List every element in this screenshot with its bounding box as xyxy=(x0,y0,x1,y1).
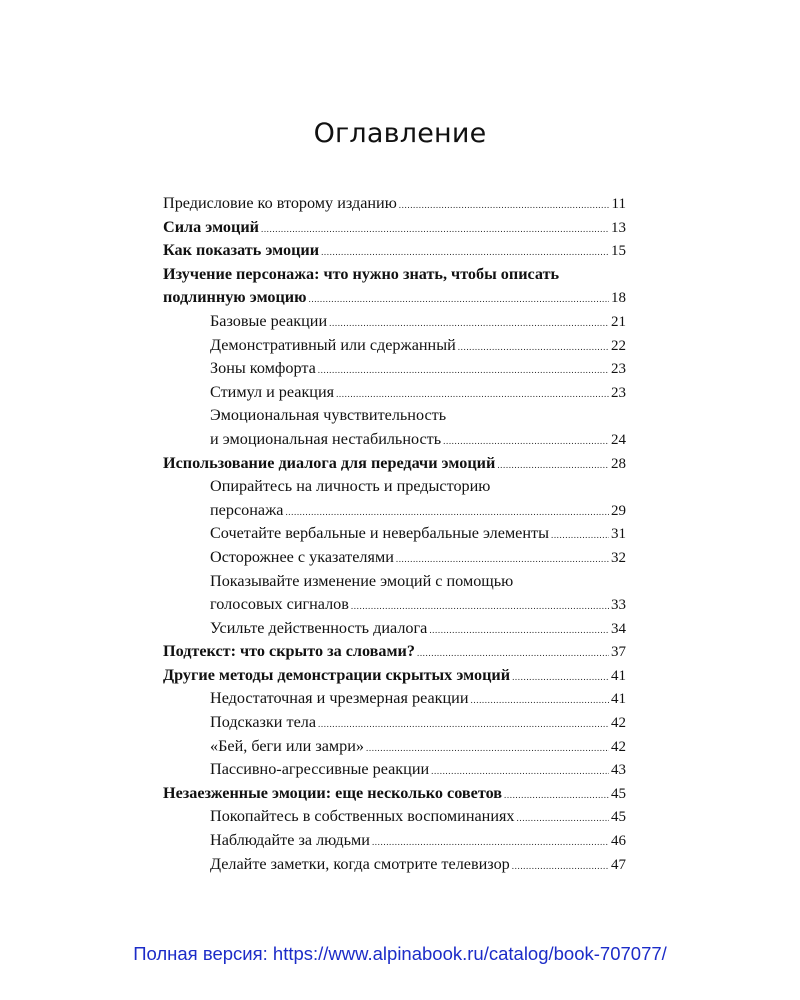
toc-entry[interactable] xyxy=(163,619,626,643)
toc-entry-page-number: 45 xyxy=(611,785,626,802)
toc-entry-page-number: 21 xyxy=(611,313,626,330)
dot-leader xyxy=(517,813,609,823)
dot-leader xyxy=(471,695,609,705)
toc-entry-page-number: 24 xyxy=(611,431,626,448)
toc-entry-page-number: 13 xyxy=(611,219,626,236)
toc-entry-title: Изучение персонажа: что нужно знать, чтобы описать xyxy=(163,264,560,283)
toc-entry-title: Делайте заметки, когда смотрите телевизор xyxy=(210,854,510,873)
toc-entry[interactable] xyxy=(163,807,626,831)
toc-entry[interactable] xyxy=(163,218,626,242)
toc-entry-title: персонажа xyxy=(210,500,284,519)
toc-entry[interactable] xyxy=(163,666,626,690)
toc-entry[interactable] xyxy=(163,336,626,360)
toc-entry-page-number: 22 xyxy=(611,337,626,354)
dot-leader xyxy=(399,200,610,210)
toc-entry[interactable] xyxy=(163,194,626,218)
toc-entry[interactable] xyxy=(163,595,626,619)
toc-entry-title: голосовых сигналов xyxy=(210,595,349,614)
toc-entry-page-number: 33 xyxy=(611,597,626,614)
toc-entry[interactable] xyxy=(163,855,626,879)
toc-entry-page-number: 28 xyxy=(611,455,626,472)
toc-entry-title: Демонстративный или сдержанный xyxy=(210,335,456,354)
toc-entry-page-number: 37 xyxy=(611,644,626,661)
dot-leader xyxy=(329,318,609,328)
toc-entry-title: Незаезженные эмоции: еще несколько советов xyxy=(163,783,503,802)
toc-entry-page-number: 11 xyxy=(611,196,626,212)
toc-entry-page-number: 47 xyxy=(611,856,626,873)
toc-entry-page-number: 23 xyxy=(611,384,626,401)
dot-leader xyxy=(366,743,609,753)
toc-entry-title: Стимул и реакция xyxy=(210,382,335,401)
toc-entry[interactable] xyxy=(163,501,626,525)
toc-entry[interactable] xyxy=(163,288,626,312)
toc-entry[interactable] xyxy=(163,406,626,430)
toc-entry-title: Осторожнее с указателями xyxy=(210,547,394,566)
toc-entry[interactable] xyxy=(163,430,626,454)
page-title: Оглавление xyxy=(313,118,487,149)
dot-leader xyxy=(458,342,609,352)
toc-entry-title: Усильте действенность диалога xyxy=(210,618,428,637)
toc-entry[interactable] xyxy=(163,760,626,784)
toc-entry[interactable] xyxy=(163,548,626,572)
toc-entry-title: подлинную эмоцию xyxy=(163,288,307,307)
toc-entry[interactable] xyxy=(163,241,626,265)
toc-entry-page-number: 15 xyxy=(611,243,626,260)
toc-entry-title: Как показать эмоции xyxy=(163,241,320,260)
toc-entry-title: Показывайте изменение эмоций с помощью xyxy=(210,571,514,590)
toc-entry[interactable] xyxy=(163,524,626,548)
toc-entry[interactable] xyxy=(163,642,626,666)
dot-leader xyxy=(431,766,609,776)
toc-entry-page-number: 42 xyxy=(611,738,626,755)
toc-entry-page-number: 41 xyxy=(611,691,626,708)
dot-leader xyxy=(372,837,609,847)
table-of-contents xyxy=(163,194,626,878)
toc-entry-page-number: 45 xyxy=(611,809,626,826)
toc-entry[interactable] xyxy=(163,477,626,501)
toc-entry-title: и эмоциональная нестабильность xyxy=(210,429,442,448)
toc-entry-title: Предисловие ко второму изданию xyxy=(163,194,397,212)
dot-leader xyxy=(429,625,609,635)
toc-entry-title: Сила эмоций xyxy=(163,217,259,236)
toc-entry-title: Другие методы демонстрации скрытых эмоций xyxy=(163,665,511,684)
dot-leader xyxy=(512,672,609,682)
dot-leader xyxy=(261,224,609,234)
toc-entry-title: Базовые реакции xyxy=(210,311,328,330)
dot-leader xyxy=(318,365,609,375)
toc-entry-title: Опирайтесь на личность и предысторию xyxy=(210,477,491,496)
toc-entry[interactable] xyxy=(163,737,626,761)
toc-entry-page-number: 23 xyxy=(611,361,626,378)
toc-entry-page-number: 29 xyxy=(611,502,626,519)
dot-leader xyxy=(512,861,609,871)
toc-entry-title: Недостаточная и чрезмерная реакции xyxy=(210,689,469,708)
toc-entry-title: Зоны комфорта xyxy=(210,359,316,378)
toc-entry-title: «Бей, беги или замри» xyxy=(210,736,365,755)
dot-leader xyxy=(336,389,609,399)
toc-entry[interactable] xyxy=(163,689,626,713)
toc-entry-page-number: 41 xyxy=(611,667,626,684)
dot-leader xyxy=(321,247,609,257)
toc-entry[interactable] xyxy=(163,454,626,478)
toc-entry-title: Сочетайте вербальные и невербальные элементы xyxy=(210,524,549,543)
dot-leader xyxy=(396,554,609,564)
toc-entry-title: Эмоциональная чувствительность xyxy=(210,406,447,425)
toc-entry[interactable] xyxy=(163,713,626,737)
dot-leader xyxy=(351,601,609,611)
toc-entry-page-number: 42 xyxy=(611,715,626,732)
full-version-link[interactable]: Полная версия: https://www.alpinabook.ru/catalog/book-707077/ xyxy=(133,943,667,964)
dot-leader xyxy=(318,719,609,729)
toc-entry[interactable] xyxy=(163,312,626,336)
toc-entry-title: Пассивно-агрессивные реакции xyxy=(210,760,430,779)
toc-entry[interactable] xyxy=(163,831,626,855)
dot-leader xyxy=(443,436,609,446)
toc-entry[interactable] xyxy=(163,572,626,596)
toc-entry[interactable] xyxy=(163,265,626,289)
dot-leader xyxy=(504,790,609,800)
dot-leader xyxy=(497,460,609,470)
toc-entry-page-number: 32 xyxy=(611,549,626,566)
toc-entry-page-number: 34 xyxy=(611,620,626,637)
dot-leader xyxy=(309,294,610,304)
dot-leader xyxy=(417,648,609,658)
toc-entry-page-number: 43 xyxy=(611,762,626,779)
toc-entry-title: Подтекст: что скрыто за словами? xyxy=(163,642,415,661)
dot-leader xyxy=(551,530,609,540)
toc-entry[interactable] xyxy=(163,784,626,808)
toc-entry-page-number: 18 xyxy=(611,290,626,307)
dot-leader xyxy=(285,507,609,517)
toc-entry-title: Покопайтесь в собственных воспоминаниях xyxy=(210,807,515,826)
toc-entry-title: Использование диалога для передачи эмоций xyxy=(163,453,496,472)
toc-entry[interactable] xyxy=(163,359,626,383)
toc-entry[interactable] xyxy=(163,383,626,407)
toc-entry-page-number: 31 xyxy=(611,526,626,543)
toc-entry-title: Подсказки тела xyxy=(210,713,317,732)
toc-entry-title: Наблюдайте за людьми xyxy=(210,831,370,850)
toc-entry-page-number: 46 xyxy=(611,833,626,850)
